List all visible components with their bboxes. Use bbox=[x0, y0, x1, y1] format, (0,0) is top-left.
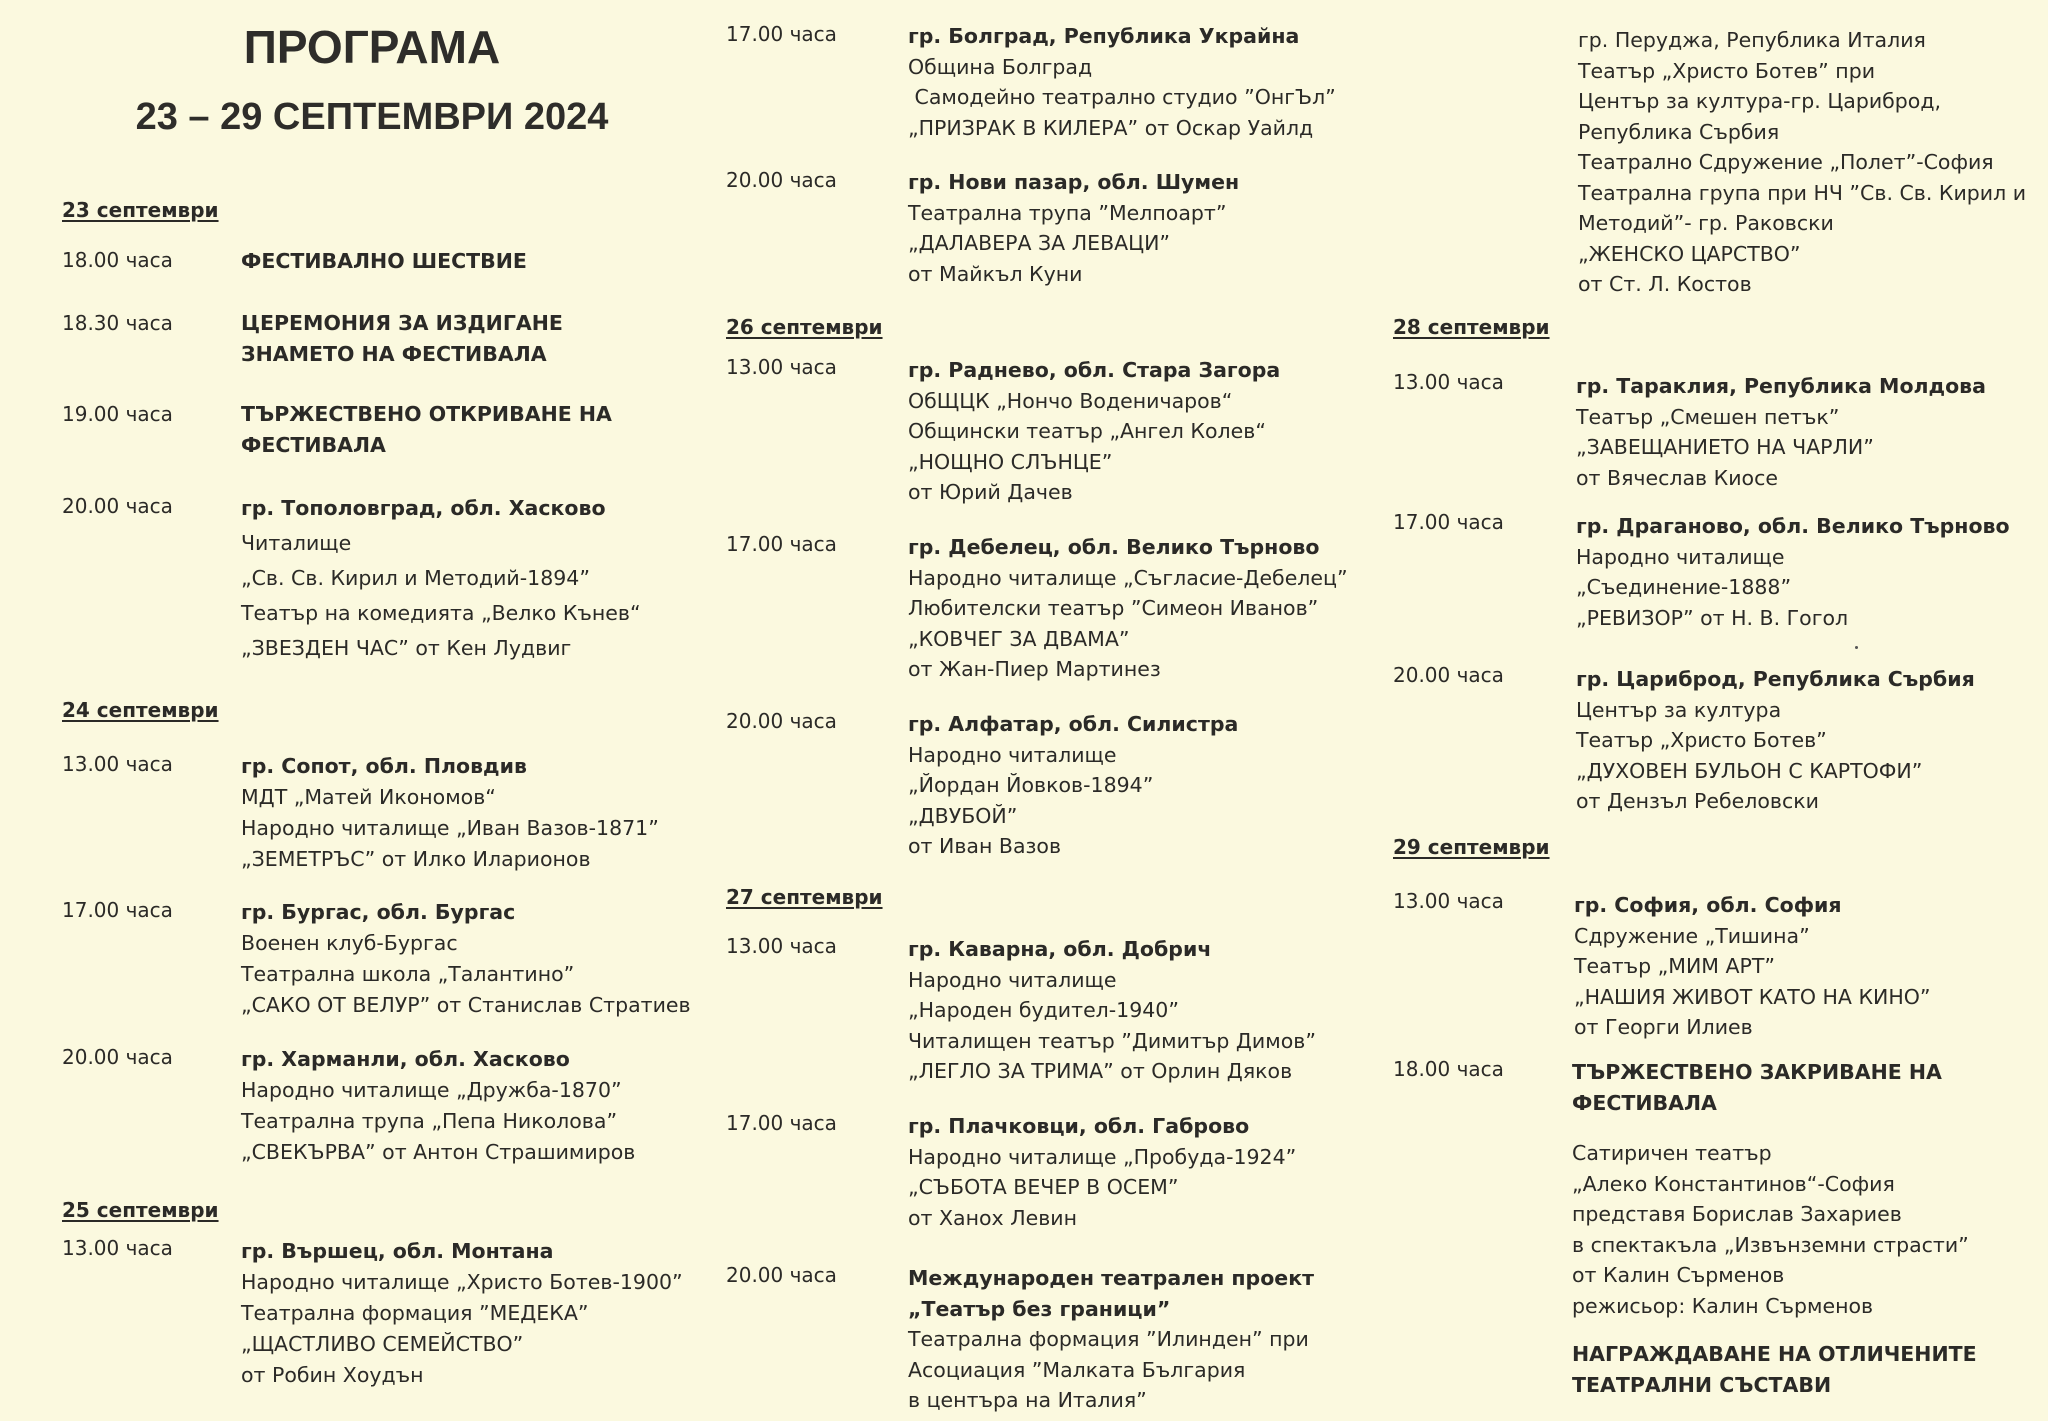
event-line: „ДВУБОЙ” bbox=[908, 803, 1018, 828]
event-line: гр. Драганово, обл. Велико Търново bbox=[1576, 514, 2010, 538]
event-line: ЗНАМЕТО НА ФЕСТИВАЛА bbox=[241, 342, 547, 366]
event-line: Сатиричен театър bbox=[1572, 1141, 1772, 1165]
event-line: Център за култура bbox=[1576, 697, 1782, 722]
event-line: Театър „Христо Ботев” bbox=[1576, 728, 1827, 752]
event-line: Самодейно театрално студио ”ОнгЪл” bbox=[908, 85, 1336, 109]
event-line: Театър „Христо Ботев” при bbox=[1578, 58, 1876, 83]
event-line: „САКО ОТ ВЕЛУР” от Станислав Стратиев bbox=[241, 993, 691, 1017]
event-line: от Жан-Пиер Мартинез bbox=[908, 657, 1161, 681]
event-line: гр. Вършец, обл. Монтана bbox=[241, 1239, 554, 1263]
speck bbox=[1855, 646, 1858, 649]
event-time: 18.00 часа bbox=[62, 248, 173, 272]
event-time: 13.00 часа bbox=[62, 1236, 173, 1260]
event-line: от Дензъл Ребеловски bbox=[1576, 789, 1819, 813]
event-line: гр. Плачковци, обл. Габрово bbox=[908, 1114, 1250, 1138]
event-time: 18.30 часа bbox=[62, 311, 173, 335]
event-line: ОбЩЦК „Нончо Воденичаров“ bbox=[908, 388, 1233, 413]
event-line: ФЕСТИВАЛА bbox=[241, 433, 386, 457]
event-line: от Георги Илиев bbox=[1574, 1015, 1753, 1039]
event-time: 20.00 часа bbox=[62, 494, 173, 518]
event-line: Театрално Сдружение „Полет”-София bbox=[1578, 150, 1994, 174]
event-line: Театрална формация ”Илинден” при bbox=[908, 1327, 1309, 1351]
event-line: режисьор: Калин Сърменов bbox=[1572, 1293, 1874, 1318]
event-line: от Калин Сърменов bbox=[1572, 1263, 1785, 1287]
day-heading: 24 септември bbox=[62, 698, 219, 722]
event-line: гр. Перуджа, Република Италия bbox=[1578, 28, 1926, 52]
event-line: „СВЕКЪРВА” от Антон Страшимиров bbox=[241, 1140, 636, 1164]
event-line: Народно читалище „Дружба-1870” bbox=[241, 1078, 622, 1102]
event-time: 13.00 часа bbox=[1393, 370, 1504, 394]
event-line: Народно читалище bbox=[908, 742, 1117, 767]
event-line: „СЪБОТА ВЕЧЕР В ОСЕМ” bbox=[908, 1175, 1179, 1199]
event-line: Народно читалище „Съгласие-Дебелец” bbox=[908, 565, 1348, 590]
event-line: Театрална формация ”МЕДЕКА” bbox=[241, 1301, 589, 1325]
event-line: „Съединение-1888” bbox=[1576, 575, 1792, 599]
event-line: „ЛЕГЛО ЗА ТРИМА” от Орлин Дяков bbox=[908, 1059, 1293, 1083]
event-line: ТЪРЖЕСТВЕНО ОТКРИВАНЕ НА bbox=[241, 402, 612, 426]
event-line: Асоциация ”Малката България bbox=[908, 1357, 1246, 1382]
event-line: Методий”- гр. Раковски bbox=[1578, 211, 1834, 235]
event-line: гр. Каварна, обл. Добрич bbox=[908, 937, 1212, 961]
event-line: гр. Сопот, обл. Пловдив bbox=[241, 754, 527, 778]
event-line: Община Болград bbox=[908, 54, 1093, 79]
event-line: гр. Алфатар, обл. Силистра bbox=[908, 712, 1239, 736]
event-line: ТЪРЖЕСТВЕНО ЗАКРИВАНЕ НА bbox=[1572, 1060, 1942, 1084]
event-line: гр. Дебелец, обл. Велико Търново bbox=[908, 535, 1320, 559]
event-time: 20.00 часа bbox=[726, 168, 837, 192]
event-line: гр. Бургас, обл. Бургас bbox=[241, 900, 516, 924]
event-time: 19.00 часа bbox=[62, 402, 173, 426]
day-heading: 28 септември bbox=[1393, 315, 1550, 339]
event-line: ФЕСТИВАЛА bbox=[1572, 1090, 1717, 1115]
event-time: 20.00 часа bbox=[726, 1263, 837, 1287]
day-heading: 29 септември bbox=[1393, 835, 1550, 859]
day-heading: 27 септември bbox=[726, 885, 883, 909]
event-line: ТЕАТРАЛНИ СЪСТАВИ bbox=[1572, 1372, 1832, 1397]
event-line: Театрална група при НЧ ”Св. Св. Кирил и bbox=[1578, 180, 2027, 205]
event-line: Център за култура-гр. Цариброд, bbox=[1578, 89, 1942, 113]
event-line: Народно читалище bbox=[1576, 544, 1785, 569]
event-time: 17.00 часа bbox=[726, 1111, 837, 1135]
event-line: в спектакъла „Извънземни страсти” bbox=[1572, 1232, 1969, 1257]
event-time: 17.00 часа bbox=[726, 22, 837, 46]
event-line: „НОЩНО СЛЪНЦЕ” bbox=[908, 449, 1113, 474]
event-time: 18.00 часа bbox=[1393, 1057, 1504, 1081]
event-line: „ЗВЕЗДЕН ЧАС” от Кен Лудвиг bbox=[241, 636, 572, 660]
event-line: „Театър без граници” bbox=[908, 1296, 1171, 1321]
day-heading: 25 септември bbox=[62, 1198, 219, 1222]
event-line: Военен клуб-Бургас bbox=[241, 931, 458, 955]
event-line: гр. Тараклия, Република Молдова bbox=[1576, 374, 1986, 398]
event-line: Общински театър „Ангел Колев“ bbox=[908, 419, 1266, 443]
event-line: Театър на комедията „Велко Кънев“ bbox=[241, 601, 641, 625]
event-line: ФЕСТИВАЛНО ШЕСТВИЕ bbox=[241, 249, 527, 273]
event-line: „КОВЧЕГ ЗА ДВАМА” bbox=[908, 626, 1130, 651]
event-time: 17.00 часа bbox=[726, 532, 837, 556]
event-line: „ЖЕНСКО ЦАРСТВО” bbox=[1578, 241, 1801, 266]
event-time: 17.00 часа bbox=[62, 898, 173, 922]
event-line: от Майкъл Куни bbox=[908, 261, 1083, 286]
event-line: Читалище bbox=[241, 531, 352, 555]
event-line: „Алеко Константинов“-София bbox=[1572, 1171, 1895, 1196]
event-line: НАГРАЖДАВАНЕ НА ОТЛИЧЕНИТЕ bbox=[1572, 1342, 1977, 1366]
event-line: „ДУХОВЕН БУЛЬОН С КАРТОФИ” bbox=[1576, 758, 1923, 783]
event-time: 20.00 часа bbox=[62, 1045, 173, 1069]
event-line: Република Сърбия bbox=[1578, 119, 1780, 144]
event-line: от Иван Вазов bbox=[908, 834, 1062, 858]
event-line: гр. София, обл. София bbox=[1574, 893, 1842, 917]
event-line: от Ст. Л. Костов bbox=[1578, 272, 1752, 296]
event-line: „ЩАСТЛИВО СЕМЕЙСТВО” bbox=[241, 1332, 524, 1356]
event-line: от Ханох Левин bbox=[908, 1205, 1078, 1230]
event-time: 13.00 часа bbox=[1393, 889, 1504, 913]
event-line: „ПРИЗРАК В КИЛЕРА” от Оскар Уайлд bbox=[908, 115, 1314, 140]
event-line: „Св. Св. Кирил и Методий-1894” bbox=[241, 566, 590, 590]
event-line: гр. Тополовград, обл. Хасково bbox=[241, 496, 606, 520]
event-time: 20.00 часа bbox=[726, 709, 837, 733]
event-line: Народно читалище „Иван Вазов-1871” bbox=[241, 816, 659, 840]
event-line: Сдружение „Тишина” bbox=[1574, 923, 1810, 948]
event-line: от Вячеслав Киосе bbox=[1576, 465, 1778, 490]
event-time: 20.00 часа bbox=[1393, 663, 1504, 687]
event-time: 13.00 часа bbox=[62, 752, 173, 776]
event-line: представя Борислав Захариев bbox=[1572, 1202, 1902, 1226]
event-line: Международен театрален проект bbox=[908, 1266, 1314, 1290]
program-title: ПРОГРАМА bbox=[243, 21, 501, 73]
event-time: 13.00 часа bbox=[726, 934, 837, 958]
day-heading: 26 септември bbox=[726, 315, 883, 339]
event-line: от Робин Хоудън bbox=[241, 1363, 424, 1387]
day-heading: 23 септември bbox=[62, 198, 219, 222]
event-line: „ДАЛАВЕРА ЗА ЛЕВАЦИ” bbox=[908, 231, 1171, 255]
event-line: в центъра на Италия” bbox=[908, 1388, 1147, 1412]
event-line: Театър „МИМ АРТ” bbox=[1574, 954, 1776, 978]
event-line: МДТ „Матей Икономов“ bbox=[241, 785, 496, 809]
event-line: „Народен будител-1940” bbox=[908, 998, 1179, 1022]
event-line: Народно читалище „Христо Ботев-1900” bbox=[241, 1270, 683, 1294]
event-line: ЦЕРЕМОНИЯ ЗА ИЗДИГАНЕ bbox=[241, 311, 563, 335]
event-line: гр. Нови пазар, обл. Шумен bbox=[908, 170, 1240, 194]
event-line: гр. Харманли, обл. Хасково bbox=[241, 1047, 570, 1071]
event-line: гр. Болград, Република Украйна bbox=[908, 24, 1300, 48]
program-dates: 23 – 29 СЕПТЕМВРИ 2024 bbox=[135, 96, 609, 138]
event-line: Театрална трупа ”Мелпоарт” bbox=[908, 200, 1227, 225]
event-time: 13.00 часа bbox=[726, 355, 837, 379]
event-line: Читалищен театър ”Димитър Димов” bbox=[908, 1028, 1316, 1053]
event-line: „ЗАВЕЩАНИЕТО НА ЧАРЛИ” bbox=[1576, 435, 1874, 459]
event-line: от Юрий Дачев bbox=[908, 480, 1073, 504]
event-time: 17.00 часа bbox=[1393, 510, 1504, 534]
event-line: Народно читалище „Пробуда-1924” bbox=[908, 1144, 1297, 1169]
event-line: Театрална трупа „Пепа Николова” bbox=[241, 1109, 618, 1133]
event-line: „НАШИЯ ЖИВОТ КАТО НА КИНО” bbox=[1574, 984, 1931, 1009]
event-line: „ЗЕМЕТРЪС” от Илко Иларионов bbox=[241, 847, 591, 871]
event-line: гр. Цариброд, Република Сърбия bbox=[1576, 667, 1975, 691]
event-line: „РЕВИЗОР” от Н. В. Гогол bbox=[1576, 605, 1849, 630]
event-line: Театър „Смешен петък” bbox=[1576, 404, 1840, 429]
event-line: „Йордан Йовков-1894” bbox=[908, 773, 1154, 797]
event-line: Народно читалище bbox=[908, 967, 1117, 992]
event-line: гр. Раднево, обл. Стара Загора bbox=[908, 358, 1281, 382]
event-line: Театрална школа „Талантино” bbox=[241, 962, 575, 986]
event-line: Любителски театър ”Симеон Иванов” bbox=[908, 596, 1319, 620]
